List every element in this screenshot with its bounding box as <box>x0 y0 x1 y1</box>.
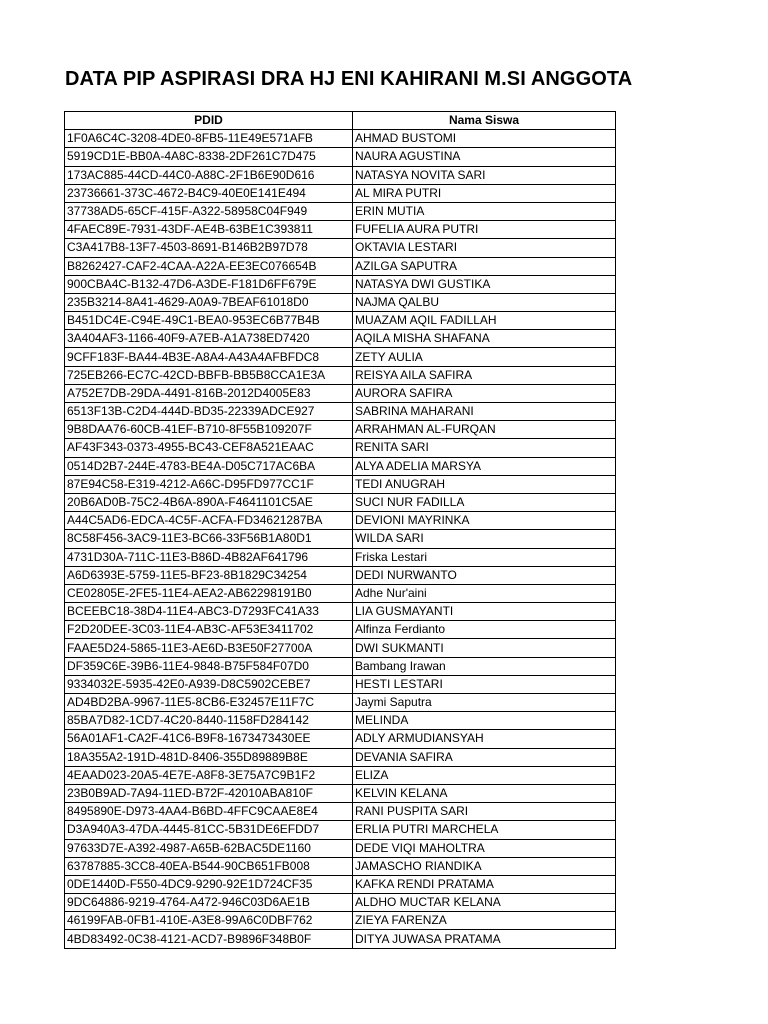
pdid-cell: 0DE1440D-F550-4DC9-9290-92E1D724CF35 <box>65 875 353 893</box>
table-row <box>65 293 616 311</box>
student-name-cell: ARRAHMAN AL-FURQAN <box>353 421 616 439</box>
student-name-cell: Alfinza Ferdianto <box>353 621 616 639</box>
pdid-cell: 46199FAB-0FB1-410E-A3E8-99A6C0DBF762 <box>65 912 353 930</box>
student-name-cell: AL MIRA PUTRI <box>353 184 616 202</box>
pdid-cell: 900CBA4C-B132-47D6-A3DE-F181D6FF679E <box>65 275 353 293</box>
student-name-cell: RENITA SARI <box>353 439 616 457</box>
student-name-cell: FUFELIA AURA PUTRI <box>353 221 616 239</box>
student-name-cell: NATASYA NOVITA SARI <box>353 166 616 184</box>
pdid-cell: 3A404AF3-1166-40F9-A7EB-A1A738ED7420 <box>65 330 353 348</box>
table-row <box>65 930 616 948</box>
student-name-cell: HESTI LESTARI <box>353 675 616 693</box>
pdid-cell: 97633D7E-A392-4987-A65B-62BAC5DE1160 <box>65 839 353 857</box>
pdid-cell: B451DC4E-C94E-49C1-BEA0-953EC6B77B4B <box>65 312 353 330</box>
table-row <box>65 603 616 621</box>
pdid-cell: 56A01AF1-CA2F-41C6-B9F8-1673473430EE <box>65 730 353 748</box>
pdid-cell: BCEEBC18-38D4-11E4-ABC3-D7293FC41A33 <box>65 603 353 621</box>
pdid-cell: B8262427-CAF2-4CAA-A22A-EE3EC076654B <box>65 257 353 275</box>
pdid-cell: 4BD83492-0C38-4121-ACD7-B9896F348B0F <box>65 930 353 948</box>
table-row <box>65 548 616 566</box>
student-name-cell: ZETY AULIA <box>353 348 616 366</box>
table-row <box>65 621 616 639</box>
student-name-cell: NAURA AGUSTINA <box>353 148 616 166</box>
student-name-cell: DEDE VIQI MAHOLTRA <box>353 839 616 857</box>
table-row <box>65 148 616 166</box>
student-name-cell: AHMAD BUSTOMI <box>353 130 616 148</box>
student-name-cell: OKTAVIA LESTARI <box>353 239 616 257</box>
pdid-cell: A44C5AD6-EDCA-4C5F-ACFA-FD34621287BA <box>65 512 353 530</box>
student-name-cell: LIA GUSMAYANTI <box>353 603 616 621</box>
student-name-cell: DWI SUKMANTI <box>353 639 616 657</box>
student-name-cell: ALYA ADELIA MARSYA <box>353 457 616 475</box>
table-row <box>65 457 616 475</box>
student-name-cell: NAJMA QALBU <box>353 293 616 311</box>
student-name-cell: ALDHO MUCTAR KELANA <box>353 894 616 912</box>
pdid-cell: AD4BD2BA-9967-11E5-8CB6-E32457E11F7C <box>65 694 353 712</box>
table-row <box>65 421 616 439</box>
student-name-cell: ERLIA PUTRI MARCHELA <box>353 821 616 839</box>
table-row <box>65 384 616 402</box>
pdid-cell: 173AC885-44CD-44C0-A88C-2F1B6E90D616 <box>65 166 353 184</box>
table-row <box>65 366 616 384</box>
pdid-cell: A752E7DB-29DA-4491-816B-2012D4005E83 <box>65 384 353 402</box>
table-row <box>65 639 616 657</box>
table-header-row <box>65 112 616 130</box>
page-title: DATA PIP ASPIRASI DRA HJ ENI KAHIRANI M.SI ANGGOTA <box>65 68 633 90</box>
pdid-cell: 235B3214-8A41-4629-A0A9-7BEAF61018D0 <box>65 293 353 311</box>
table-body <box>65 130 616 948</box>
student-name-cell: AZILGA SAPUTRA <box>353 257 616 275</box>
student-name-cell: DEDI NURWANTO <box>353 566 616 584</box>
student-name-cell: SABRINA MAHARANI <box>353 403 616 421</box>
table-row <box>65 330 616 348</box>
table-row <box>65 839 616 857</box>
student-name-cell: DEVANIA SAFIRA <box>353 748 616 766</box>
student-name-cell: KAFKA RENDI PRATAMA <box>353 875 616 893</box>
student-name-cell: DITYA JUWASA PRATAMA <box>353 930 616 948</box>
student-name-cell: NATASYA DWI GUSTIKA <box>353 275 616 293</box>
table-row <box>65 748 616 766</box>
student-name-cell: ERIN MUTIA <box>353 202 616 220</box>
pdid-cell: 85BA7D82-1CD7-4C20-8440-1158FD284142 <box>65 712 353 730</box>
student-name-cell: SUCI NUR FADILLA <box>353 493 616 511</box>
column-header-pdid: PDID <box>65 112 353 130</box>
table-row <box>65 821 616 839</box>
student-name-cell: JAMASCHO RIANDIKA <box>353 857 616 875</box>
student-name-cell: TEDI ANUGRAH <box>353 475 616 493</box>
table-row <box>65 657 616 675</box>
pdid-cell: 20B6AD0B-75C2-4B6A-890A-F4641101C5AE <box>65 493 353 511</box>
table-row <box>65 403 616 421</box>
student-table <box>64 111 616 949</box>
pdid-cell: 63787885-3CC8-40EA-B544-90CB651FB008 <box>65 857 353 875</box>
table-row <box>65 857 616 875</box>
student-name-cell: MUAZAM AQIL FADILLAH <box>353 312 616 330</box>
student-name-cell: Friska Lestari <box>353 548 616 566</box>
pdid-cell: 4EAAD023-20A5-4E7E-A8F8-3E75A7C9B1F2 <box>65 766 353 784</box>
table-row <box>65 275 616 293</box>
table-row <box>65 712 616 730</box>
student-name-cell: Adhe Nur'aini <box>353 584 616 602</box>
table-row <box>65 475 616 493</box>
pdid-cell: 9B8DAA76-60CB-41EF-B710-8F55B109207F <box>65 421 353 439</box>
pdid-cell: CE02805E-2FE5-11E4-AEA2-AB62298191B0 <box>65 584 353 602</box>
table-row <box>65 766 616 784</box>
table-row <box>65 694 616 712</box>
pdid-cell: 37738AD5-65CF-415F-A322-58958C04F949 <box>65 202 353 220</box>
table-row <box>65 439 616 457</box>
table-row <box>65 257 616 275</box>
table-row <box>65 184 616 202</box>
student-name-cell: ELIZA <box>353 766 616 784</box>
table-row <box>65 202 616 220</box>
student-name-cell: Bambang Irawan <box>353 657 616 675</box>
table-row <box>65 221 616 239</box>
table-row <box>65 312 616 330</box>
pdid-cell: 8495890E-D973-4AA4-B6BD-4FFC9CAAE8E4 <box>65 803 353 821</box>
pdid-cell: 4FAEC89E-7931-43DF-AE4B-63BE1C393811 <box>65 221 353 239</box>
student-name-cell: KELVIN KELANA <box>353 784 616 802</box>
table-row <box>65 730 616 748</box>
pdid-cell: DF359C6E-39B6-11E4-9848-B75F584F07D0 <box>65 657 353 675</box>
pdid-cell: A6D6393E-5759-11E5-BF23-8B1829C34254 <box>65 566 353 584</box>
pdid-cell: 18A355A2-191D-481D-8406-355D89889B8E <box>65 748 353 766</box>
student-name-cell: REISYA AILA SAFIRA <box>353 366 616 384</box>
column-header-nama-siswa: Nama Siswa <box>353 112 616 130</box>
table-row <box>65 493 616 511</box>
pdid-cell: 8C58F456-3AC9-11E3-BC66-33F56B1A80D1 <box>65 530 353 548</box>
student-name-cell: MELINDA <box>353 712 616 730</box>
pdid-cell: 0514D2B7-244E-4783-BE4A-D05C717AC6BA <box>65 457 353 475</box>
pdid-cell: FAAE5D24-5865-11E3-AE6D-B3E50F27700A <box>65 639 353 657</box>
student-name-cell: DEVIONI MAYRINKA <box>353 512 616 530</box>
student-name-cell: WILDA SARI <box>353 530 616 548</box>
pdid-cell: 5919CD1E-BB0A-4A8C-8338-2DF261C7D475 <box>65 148 353 166</box>
pdid-cell: 6513F13B-C2D4-444D-BD35-22339ADCE927 <box>65 403 353 421</box>
pdid-cell: 1F0A6C4C-3208-4DE0-8FB5-11E49E571AFB <box>65 130 353 148</box>
student-name-cell: Jaymi Saputra <box>353 694 616 712</box>
table-row <box>65 784 616 802</box>
pdid-cell: 4731D30A-711C-11E3-B86D-4B82AF641796 <box>65 548 353 566</box>
pdid-cell: AF43F343-0373-4955-BC43-CEF8A521EAAC <box>65 439 353 457</box>
table-row <box>65 584 616 602</box>
table-row <box>65 130 616 148</box>
table-row <box>65 875 616 893</box>
pdid-cell: 9334032E-5935-42E0-A939-D8C5902CEBE7 <box>65 675 353 693</box>
pdid-cell: 9CFF183F-BA44-4B3E-A8A4-A43A4AFBFDC8 <box>65 348 353 366</box>
table-row <box>65 675 616 693</box>
student-name-cell: AQILA MISHA SHAFANA <box>353 330 616 348</box>
table-row <box>65 566 616 584</box>
pdid-cell: 87E94C58-E319-4212-A66C-D95FD977CC1F <box>65 475 353 493</box>
pdid-cell: D3A940A3-47DA-4445-81CC-5B31DE6EFDD7 <box>65 821 353 839</box>
table-row <box>65 512 616 530</box>
table-row <box>65 530 616 548</box>
pdid-cell: 9DC64886-9219-4764-A472-946C03D6AE1B <box>65 894 353 912</box>
table-row <box>65 166 616 184</box>
student-name-cell: RANI PUSPITA SARI <box>353 803 616 821</box>
table-row <box>65 803 616 821</box>
table-row <box>65 348 616 366</box>
pdid-cell: F2D20DEE-3C03-11E4-AB3C-AF53E3411702 <box>65 621 353 639</box>
pdid-cell: 23B0B9AD-7A94-11ED-B72F-42010ABA810F <box>65 784 353 802</box>
student-name-cell: AURORA SAFIRA <box>353 384 616 402</box>
student-name-cell: ZIEYA FARENZA <box>353 912 616 930</box>
pdid-cell: 23736661-373C-4672-B4C9-40E0E141E494 <box>65 184 353 202</box>
table-row <box>65 239 616 257</box>
table-row <box>65 912 616 930</box>
pdid-cell: 725EB266-EC7C-42CD-BBFB-BB5B8CCA1E3A <box>65 366 353 384</box>
pdid-cell: C3A417B8-13F7-4503-8691-B146B2B97D78 <box>65 239 353 257</box>
table-row <box>65 894 616 912</box>
student-name-cell: ADLY ARMUDIANSYAH <box>353 730 616 748</box>
